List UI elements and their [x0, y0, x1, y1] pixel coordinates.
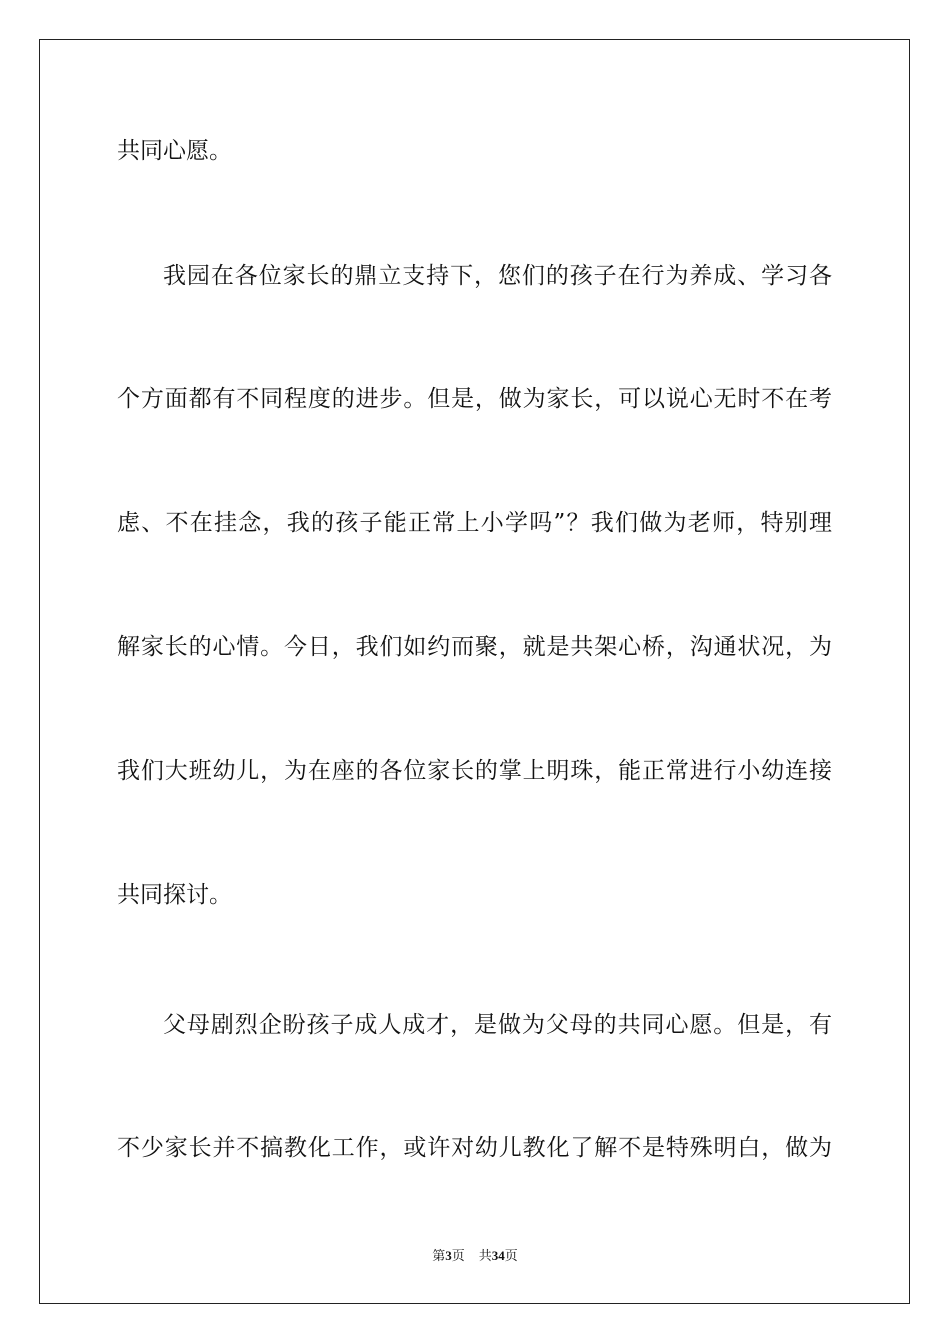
text-line-7: 共同探讨。 [117, 882, 232, 908]
total-pages: 34 [491, 1248, 505, 1263]
text-line-5: 解家长的心情。今日，我们如约而聚，就是共架心桥，沟通状况，为 [117, 634, 832, 660]
text-line-9: 不少家长并不搞教化工作，或许对幼儿教化了解不是特殊明白，做为 [117, 1135, 832, 1161]
text-line-1: 共同心愿。 [117, 138, 232, 164]
text-line-6: 我们大班幼儿，为在座的各位家长的掌上明珠，能正常进行小幼连接 [117, 758, 832, 784]
text-line-3: 个方面都有不同程度的进步。但是，做为家长，可以说心无时不在考 [117, 386, 832, 412]
total-prefix: 共 [478, 1248, 492, 1263]
page-suffix: 页 [451, 1248, 465, 1263]
text-line-4: 虑、不在挂念，我的孩子能正常上小学吗”？我们做为老师，特别理 [117, 510, 832, 536]
page-prefix: 第 [432, 1248, 446, 1263]
page-number: 3 [445, 1248, 452, 1263]
text-line-8: 父母剧烈企盼孩子成人成才，是做为父母的共同心愿。但是，有 [163, 1012, 832, 1038]
page-footer [0, 1247, 950, 1265]
total-suffix: 页 [504, 1248, 518, 1263]
page-border [39, 39, 910, 1304]
text-line-2: 我园在各位家长的鼎立支持下，您们的孩子在行为养成、学习各 [163, 263, 832, 289]
